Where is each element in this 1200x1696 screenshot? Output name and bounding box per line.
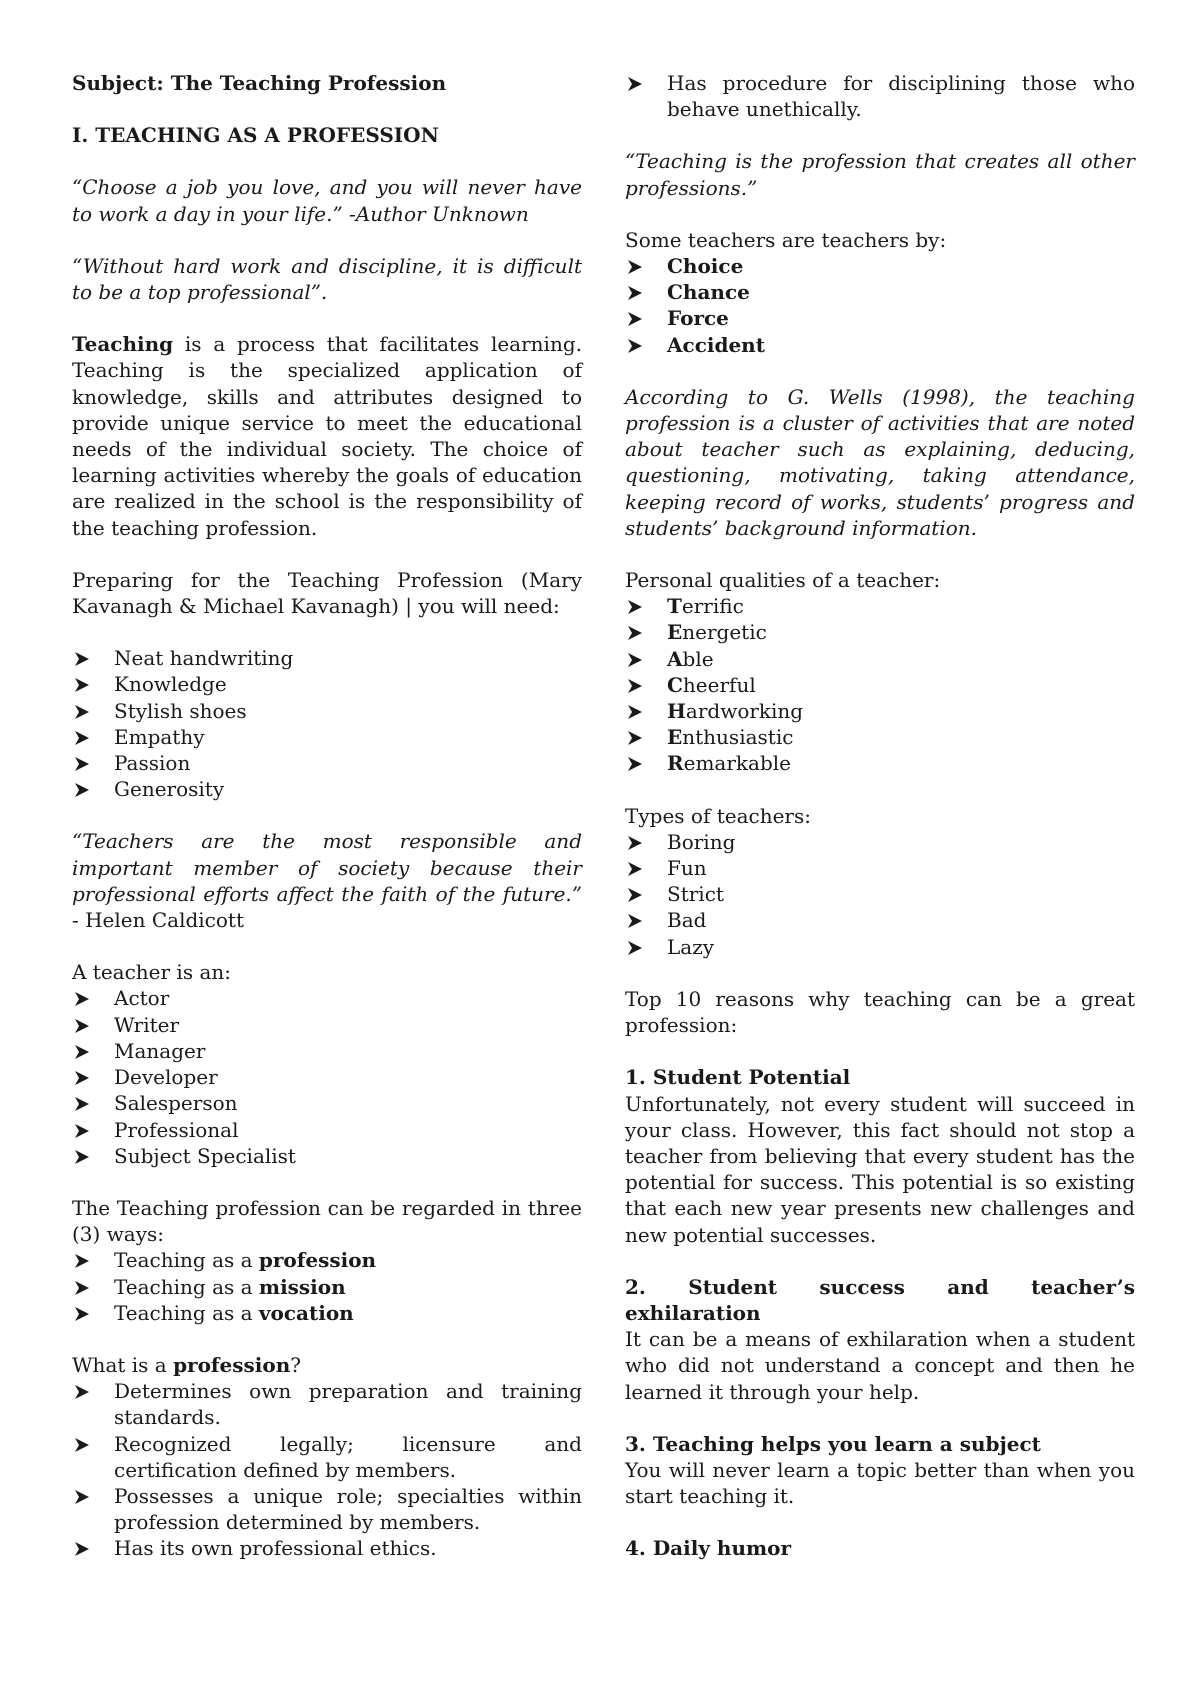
list-item-text: Subject Specialist (114, 1143, 296, 1168)
right-column (625, 70, 1135, 1562)
quality-rest: heerful (682, 672, 756, 697)
way-keyword: profession (258, 1248, 377, 1273)
arrow-bullet-icon (74, 1483, 90, 1505)
list-item (625, 907, 1135, 933)
list-item-text: Developer (114, 1065, 218, 1090)
list-item (625, 253, 1135, 279)
quality-initial: H (667, 699, 686, 724)
list-item (625, 855, 1135, 881)
list-item (72, 1064, 582, 1090)
arrow-bullet-icon (74, 1143, 90, 1165)
quote-creates-professions: “Teaching is the profession that creates all other professions.” (625, 149, 1135, 200)
list-item-text: Professional (114, 1117, 239, 1142)
what-suffix: ? (290, 1352, 301, 1377)
reason-2-title-line1: 2. Student success and teacher’s (625, 1274, 1135, 1299)
list-item (625, 305, 1135, 331)
quote-caldicott-author: - Helen Caldicott (72, 908, 245, 933)
list-item-text: Has procedure for disciplining those who behave unethically. (667, 71, 1135, 122)
arrow-bullet-icon (627, 907, 643, 929)
list-item (625, 724, 1135, 750)
list-item-text: Has its own professional ethics. (114, 1536, 437, 1561)
quote-choose-job: “Choose a job you love, and you will never have to work a day in your life.” -Author Unknown (72, 175, 582, 226)
list-item-text: Bad (667, 908, 707, 933)
list-item (72, 1378, 582, 1430)
reason-4-title: 4. Daily humor (625, 1536, 792, 1561)
list-item (72, 698, 582, 724)
arrow-bullet-icon (627, 881, 643, 903)
quality-rest: emarkable (683, 751, 791, 776)
teacher-role-list (72, 985, 582, 1168)
list-item-text: Force (667, 306, 729, 331)
some-teachers-intro: Some teachers are teachers by: (625, 227, 947, 252)
arrow-bullet-icon (627, 305, 643, 327)
what-prefix: What is a (72, 1352, 174, 1377)
reason-2-title-line2: exhilaration (625, 1300, 761, 1325)
list-item-text: Fun (667, 856, 707, 881)
arrow-bullet-icon (74, 1012, 90, 1034)
arrow-bullet-icon (627, 698, 643, 720)
what-bold: profession (173, 1352, 291, 1377)
need-list (72, 645, 582, 802)
quality-initial: C (667, 672, 683, 697)
list-item (625, 279, 1135, 305)
list-item-text: Chance (667, 280, 750, 305)
list-item (72, 724, 582, 750)
list-item-text: Writer (114, 1012, 180, 1037)
qualities-list (625, 593, 1135, 776)
arrow-bullet-icon (627, 934, 643, 956)
quality-initial: E (667, 725, 683, 750)
arrow-bullet-icon (627, 253, 643, 275)
arrow-bullet-icon (74, 698, 90, 720)
list-item (625, 646, 1135, 672)
section-heading: I. TEACHING AS A PROFESSION (72, 123, 439, 148)
arrow-bullet-icon (74, 776, 90, 798)
list-item-text: Passion (114, 751, 191, 776)
list-item (625, 619, 1135, 645)
quality-rest: errific (681, 594, 744, 619)
arrow-bullet-icon (627, 646, 643, 668)
list-item (72, 1483, 582, 1535)
list-item-text: Salesperson (114, 1091, 238, 1116)
preparing-intro: Preparing for the Teaching Profession (Mary Kavanagh & Michael Kavanagh) | you will need: (72, 567, 582, 619)
list-item-text: Empathy (114, 724, 205, 749)
teachers-by-list (625, 253, 1135, 358)
arrow-bullet-icon (627, 279, 643, 301)
arrow-bullet-icon (627, 855, 643, 877)
reason-1-title: 1. Student Potential (625, 1065, 851, 1090)
list-item (72, 1535, 582, 1561)
qualities-title: Personal qualities of a teacher: (625, 568, 941, 593)
list-item-text: Stylish shoes (114, 698, 247, 723)
list-item (72, 776, 582, 802)
arrow-bullet-icon (74, 985, 90, 1007)
teaching-definition (72, 331, 582, 541)
list-item (625, 750, 1135, 776)
way-keyword: mission (258, 1274, 346, 1299)
arrow-bullet-icon (627, 750, 643, 772)
list-item-text: Determines own preparation and training standards. (114, 1379, 582, 1430)
arrow-bullet-icon (627, 619, 643, 641)
list-item (72, 1117, 582, 1143)
arrow-bullet-icon (74, 1064, 90, 1086)
reason-3-text: You will never learn a topic better than when you start teaching it. (625, 1457, 1135, 1509)
way-keyword: vocation (258, 1300, 354, 1325)
arrow-bullet-icon (74, 1038, 90, 1060)
way-prefix: Teaching as a (114, 1248, 259, 1273)
wells-quote: According to G. Wells (1998), the teaching profession is a cluster of activities that are noted about teacher such as explaining, deducing, questioning, motivating, taking attendance, keeping record of works, students’ progress and students’ background information. (625, 384, 1135, 540)
types-list (625, 829, 1135, 960)
profession-list-continued (625, 70, 1135, 122)
list-item (72, 1143, 582, 1169)
arrow-bullet-icon (74, 1247, 90, 1269)
reason-2-text: It can be a means of exhilaration when a student who did not understand a concept and then he learned it through your help. (625, 1327, 1135, 1404)
quality-rest: nergetic (682, 620, 767, 645)
left-column (72, 70, 582, 1588)
arrow-bullet-icon (74, 750, 90, 772)
list-item (625, 70, 1135, 122)
teacher-is-intro: A teacher is an: (72, 960, 231, 985)
list-item (625, 934, 1135, 960)
quote-caldicott-text: “Teachers are the most responsible and important member of society because their professional efforts affect the faith of the future.” (72, 829, 582, 906)
list-item-text: Manager (114, 1038, 206, 1063)
quote-hard-work: “Without hard work and discipline, it is difficult to be a top professional”. (72, 253, 582, 305)
arrow-bullet-icon (74, 1378, 90, 1400)
top10-intro: Top 10 reasons why teaching can be a great profession: (625, 986, 1135, 1038)
arrow-bullet-icon (627, 70, 643, 92)
reason-1-text: Unfortunately, not every student will succeed in your class. However, this fact should not stop a teacher from believing that every student has the potential for success. This potential is so existing that each new year presents new challenges and new potential successes. (625, 1091, 1135, 1247)
reason-3-title: 3. Teaching helps you learn a subject (625, 1431, 1041, 1456)
quality-rest: nthusiastic (682, 725, 794, 750)
list-item (72, 1247, 582, 1273)
list-item (625, 698, 1135, 724)
list-item-text: Strict (667, 882, 724, 907)
ways-list (72, 1247, 582, 1326)
list-item (625, 829, 1135, 855)
arrow-bullet-icon (74, 645, 90, 667)
list-item (72, 1300, 582, 1326)
list-item (72, 1012, 582, 1038)
way-prefix: Teaching as a (114, 1274, 259, 1299)
list-item-text: Neat handwriting (114, 646, 294, 671)
list-item-text: Knowledge (114, 672, 227, 697)
arrow-bullet-icon (627, 332, 643, 354)
list-item (72, 1274, 582, 1300)
list-item-text: Accident (667, 332, 765, 357)
regarded-intro: The Teaching profession can be regarded in three (3) ways: (72, 1195, 582, 1247)
list-item (72, 645, 582, 671)
arrow-bullet-icon (627, 593, 643, 615)
list-item-text: Actor (114, 986, 170, 1011)
teaching-definition-text: is a process that facilitates learning. Teaching is the specialized application of knowledge, skills and attributes designed to provide unique service to meet the educational needs of the individual society. The choice of learning activities whereby the goals of education are realized in the school is the responsibility of the teaching profession. (72, 332, 582, 540)
way-prefix: Teaching as a (114, 1300, 259, 1325)
quality-initial: E (667, 620, 683, 645)
quality-initial: A (667, 646, 683, 671)
arrow-bullet-icon (74, 724, 90, 746)
arrow-bullet-icon (627, 724, 643, 746)
list-item (72, 1038, 582, 1064)
arrow-bullet-icon (74, 1274, 90, 1296)
types-title: Types of teachers: (625, 803, 811, 828)
list-item (72, 750, 582, 776)
arrow-bullet-icon (74, 1431, 90, 1453)
arrow-bullet-icon (74, 1535, 90, 1557)
arrow-bullet-icon (74, 1090, 90, 1112)
list-item (625, 881, 1135, 907)
quote-caldicott (72, 828, 582, 933)
list-item-text: Choice (667, 254, 744, 279)
quality-rest: ble (682, 646, 714, 671)
quality-initial: R (667, 751, 684, 776)
list-item-text: Lazy (667, 934, 715, 959)
list-item-text: Generosity (114, 777, 225, 802)
list-item-text: Boring (667, 829, 736, 854)
list-item-text: Possesses a unique role; specialties within profession determined by members. (114, 1483, 582, 1535)
arrow-bullet-icon (74, 671, 90, 693)
arrow-bullet-icon (627, 672, 643, 694)
subject-title: Subject: The Teaching Profession (72, 71, 447, 95)
list-item (625, 593, 1135, 619)
list-item (72, 985, 582, 1011)
profession-list (72, 1378, 582, 1561)
quality-initial: T (667, 594, 682, 619)
list-item (625, 332, 1135, 358)
quality-rest: ardworking (685, 699, 804, 724)
arrow-bullet-icon (627, 829, 643, 851)
list-item (625, 672, 1135, 698)
list-item (72, 1090, 582, 1116)
list-item-text: Recognized legally; licensure and certification defined by members. (114, 1431, 582, 1482)
arrow-bullet-icon (74, 1300, 90, 1322)
list-item (72, 671, 582, 697)
list-item (72, 1431, 582, 1483)
teaching-term: Teaching (72, 332, 174, 357)
arrow-bullet-icon (74, 1117, 90, 1139)
what-is-profession (72, 1352, 582, 1378)
